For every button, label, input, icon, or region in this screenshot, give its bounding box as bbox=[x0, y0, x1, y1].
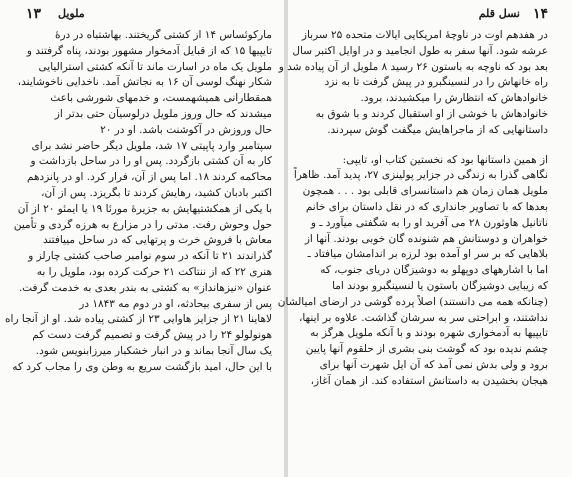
text-line: همقطارانی همیشهمست، و خدمهای شورشی باعث bbox=[50, 92, 272, 105]
text-line: کار به آن کشتی بازگردد. پس او را در ساحل بازداشت و bbox=[30, 155, 272, 168]
right-page-running-title: نسل قلم bbox=[478, 7, 520, 20]
text-line: محاکمه کردند ۱۸. اما پس از آن، فرار کرد. او در پانزدهم bbox=[27, 171, 272, 184]
text-line: میشدند که حال وروز ملویل درلوسیآن حتی بدتر از bbox=[54, 107, 272, 120]
text-line: که زیبایی دوشیزگان باستون یا لنسینگبرو بودند اما bbox=[332, 279, 548, 292]
text-line: مارکوئساس ۱۴ از کشتی گریختند. بهاشتباه در درهٔ bbox=[54, 29, 272, 41]
text-line: اکتبر بادبان کشید، رهایش کردند تا بگریزد. پس از آن، bbox=[41, 186, 272, 199]
text-line: (چنانکه همه می دانستند) اصلاً پرده گوشی در ارضای امیالشان bbox=[277, 295, 548, 308]
text-line: داستانهایی که از ماجراهایش میگفت گوش سپردند. bbox=[327, 123, 548, 136]
right-page-body bbox=[277, 28, 548, 390]
text-line: سپتامبر وارد پاپیتی ۱۷ شد، ملویل دیگر حاضر نشد برای bbox=[31, 139, 272, 152]
text-line: خانوادهاش که انتظارش را میکشیدند، برود. bbox=[360, 92, 548, 105]
text-line: ملویل یک ماه در اسارت ماند تا آنکه کشتی استرالیایی bbox=[38, 60, 272, 73]
text-line: بعد بود که ناوچه به باستون ۲۶ رسید ۸ ملویل از آن پیاده شد و bbox=[278, 60, 548, 73]
text-line: هیجان بخشیدن به داستانش استفاده کند. از همان آغاز، bbox=[310, 374, 548, 387]
text-line: چشم ندیده بود که گوشت بنی بشری از حلقوم آنها پایین bbox=[305, 343, 548, 356]
text-line: لاهاینا ۲۱ از جزایر هاوایی ۲۳ از کشتی پیاده شد. او از آنجا راه bbox=[5, 313, 272, 326]
left-page-body bbox=[5, 28, 272, 376]
text-line: خواهران و دوستانش هم شنونده گان خوبی بودند. آنها از bbox=[304, 232, 548, 245]
text-line: حول وحوش رفت. مدتی را در مزارع به هرزه گردی و تأمین bbox=[13, 218, 272, 231]
text-line: تایپیها به آدمخواری شهره بودند و با آنکه ملویل هرگز به bbox=[310, 327, 548, 340]
text-line: یک سال آنجا بماند و در انبار خشکبار میرزابنویس شود. bbox=[35, 344, 272, 357]
text-line: با یکی از همکشتیهایش به جزیرهٔ مورئا ۱۹ یا ایمئو ۲۰ از آن bbox=[17, 202, 272, 215]
text-line: خانوادهاش با خوشی از او استقبال کردند و با شوق به bbox=[315, 107, 548, 120]
text-line: با این حال، امید بازگشت سریع به وطن وی را مجاب کرد که bbox=[12, 360, 272, 373]
right-page-header bbox=[300, 6, 548, 24]
text-line: معاش با فروش خرت و پرتهایی که در ساحل مییافتند bbox=[42, 234, 272, 247]
right-page-number: ۱۴ bbox=[532, 6, 548, 22]
paragraph-gap bbox=[300, 139, 548, 153]
text-line: هنری ۲۲ که از ننتاکت ۲۱ حرکت کرده بود، ملویل را به bbox=[36, 265, 272, 278]
text-line: ملویل همان زمان هم داستانسرای قابلی بود . . . همچون bbox=[302, 185, 548, 198]
left-page-running-title: ملویل bbox=[58, 7, 85, 20]
text-line: گذراندند ۲۱ تا آنکه در سوم نوامبر صاحب کشتی چارلز و bbox=[28, 250, 272, 263]
text-line: ناتانیل هاوثورن ۲۸ می آفرید او را به شگفتی میآورد ـ و bbox=[310, 216, 548, 229]
text-line: برود و ولی بدش نمی آمد که آن ایل شهرت آنها برای bbox=[319, 358, 548, 371]
text-line: در هفدهم اوت در ناوچهٔ امریکایی ایالات متحده ۲۵ سرباز bbox=[301, 29, 548, 41]
text-line: عرشه شود. آنها سفر به طول انجامید و در اوایل اکتبر سال bbox=[292, 44, 548, 57]
text-line: راه خانهاش را در لنسینگبرو در پیش گرفت تا به نزد bbox=[324, 76, 548, 89]
text-line: اما با اشارههای دوپهلو به دوشیزگان دریای جنوب، که bbox=[320, 264, 548, 277]
text-line: بلاهایی که بر سر او آمده بود لرزه بر اندامشان میافتاد ـ bbox=[307, 248, 548, 261]
text-line: نداشتند، و ابراحتی سر به سرشان گذاشت. علاوه بر اینها، bbox=[298, 311, 548, 324]
text-line: شکار نهنگ لوسی آن ۱۶ به نجاتش آمد. ناخدایی ناخوشایند، bbox=[17, 76, 272, 89]
text-line: عنوان «نیزهانداز» به کشتی به بندر بعدی به خدمت گرفت. bbox=[18, 281, 272, 294]
text-line: تایپیها ۱۵ که از قبایل آدمخوار مشهور بودند، پناه گرفتند و bbox=[26, 44, 272, 57]
text-line: پس از سفری بیحادثه، او در دوم مه ۱۸۴۳ در bbox=[79, 297, 272, 310]
text-line: بعدها که با تصاویر جانداری که در نقل داستان برای خانم bbox=[305, 200, 548, 213]
left-page-header bbox=[26, 6, 272, 24]
left-page bbox=[0, 0, 284, 477]
text-line: نگاهی گذرا به زندگی در جزایر پولینزی ۲۷، پدید آمد. ظاهراً bbox=[293, 169, 548, 182]
right-page bbox=[277, 0, 572, 477]
text-line: از همین داستانها بود که نخستین کتاب او، تایپی: bbox=[342, 153, 548, 166]
text-line: حال وروزش در آکوشنت باشد. او در ۲۰ bbox=[100, 123, 272, 136]
text-line: هونولولو ۲۴ را در پیش گرفت و تصمیم گرفت دست کم bbox=[32, 329, 272, 342]
left-page-number: ۱۳ bbox=[26, 6, 42, 22]
